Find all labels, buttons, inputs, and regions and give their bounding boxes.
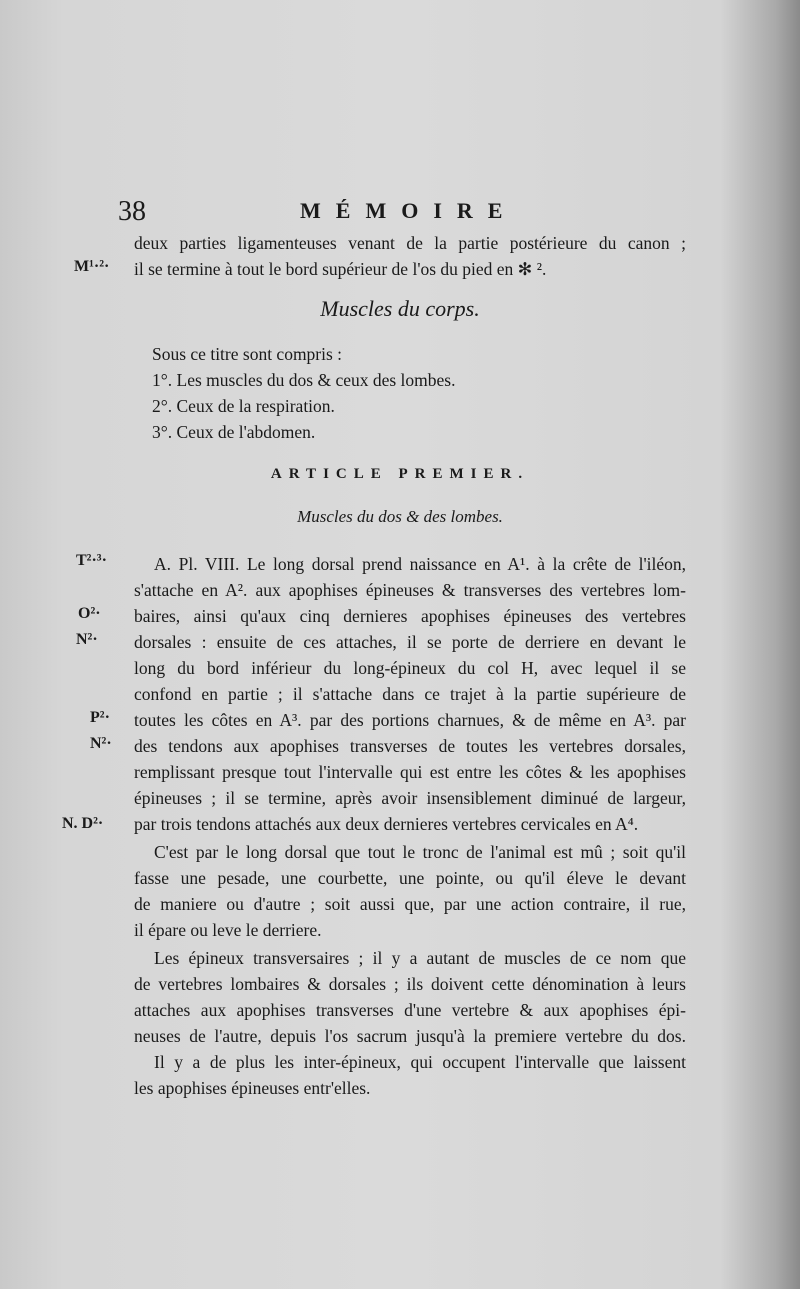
text-line: Les épineux transversaires ; il y a autant de muscles de ce nom que xyxy=(154,948,686,968)
text-line: long du bord inférieur du long-épineux du col H, avec lequel il se xyxy=(134,658,686,678)
text-line: baires, ainsi qu'aux cinq dernieres apophises épineuses des vertebres xyxy=(134,606,686,626)
text-line: confond en partie ; il s'attache dans ce trajet à la partie supérieure de xyxy=(134,684,686,704)
intro-line: Sous ce titre sont compris : xyxy=(152,344,343,364)
margin-note: T²·³· xyxy=(76,552,107,569)
text-line: des tendons aux apophises transverses de toutes les vertebres dorsales, xyxy=(134,736,686,756)
text-line: par trois tendons attachés aux deux dernieres vertebres cervicales en A⁴. xyxy=(134,814,639,834)
text-line: s'attache en A². aux apophises épineuses & transverses des vertebres lom- xyxy=(134,580,686,600)
margin-note: N²· xyxy=(76,631,98,648)
margin-note: O²· xyxy=(78,605,101,622)
text-line: dorsales : ensuite de ces attaches, il se porte de derriere en devant le xyxy=(134,632,686,652)
margin-note: N. D²· xyxy=(62,815,104,832)
text-line: A. Pl. VIII. Le long dorsal prend naissance en A¹. à la crête de l'iléon, xyxy=(154,554,686,574)
margin-note: P²· xyxy=(90,709,110,726)
list-item: 3°. Ceux de l'abdomen. xyxy=(152,422,316,442)
text-line: les apophises épineuses entr'elles. xyxy=(134,1078,371,1098)
text-line: toutes les côtes en A³. par des portions charnues, & de même en A³. par xyxy=(134,710,686,730)
margin-note: M¹·²· xyxy=(74,258,110,275)
page-number: 38 xyxy=(118,196,146,227)
page-header xyxy=(0,196,800,230)
subsection-title: Muscles du dos & des lombes. xyxy=(297,507,503,526)
text-line: deux parties ligamenteuses venant de la partie postérieure du canon ; xyxy=(134,233,686,253)
text-line: il se termine à tout le bord supérieur de l'os du pied en ✻ ². xyxy=(134,259,547,279)
text-line: épineuses ; il se termine, après avoir insensiblement diminué de largeur, xyxy=(134,788,686,808)
running-title: MÉMOIRE xyxy=(300,198,518,223)
text-line: attaches aux apophises transverses d'une vertebre & aux apophises épi- xyxy=(134,1000,686,1020)
article-heading: ARTICLE PREMIER. xyxy=(270,466,530,482)
text-line: de maniere ou d'autre ; soit aussi que, par une action contraire, il rue, xyxy=(134,894,686,914)
text-line: remplissant presque tout l'intervalle qui est entre les côtes & les apophises xyxy=(134,762,686,782)
text-line: il épare ou leve le derriere. xyxy=(134,920,322,940)
text-line: Il y a de plus les inter-épineux, qui occupent l'intervalle que laissent xyxy=(154,1052,686,1072)
text-line: neuses de l'autre, depuis l'os sacrum jusqu'à la premiere vertebre du dos. xyxy=(134,1026,686,1046)
text-line: C'est par le long dorsal que tout le tronc de l'animal est mû ; soit qu'il xyxy=(154,842,686,862)
list-item: 1°. Les muscles du dos & ceux des lombes. xyxy=(152,370,456,390)
margin-note: N²· xyxy=(90,735,112,752)
section-title: Muscles du corps. xyxy=(320,296,480,321)
text-line: de vertebres lombaires & dorsales ; ils doivent cette dénomination à leurs xyxy=(134,974,686,994)
list-item: 2°. Ceux de la respiration. xyxy=(152,396,335,416)
text-line: fasse une pesade, une courbette, une pointe, ou qu'il éleve le devant xyxy=(134,868,686,888)
